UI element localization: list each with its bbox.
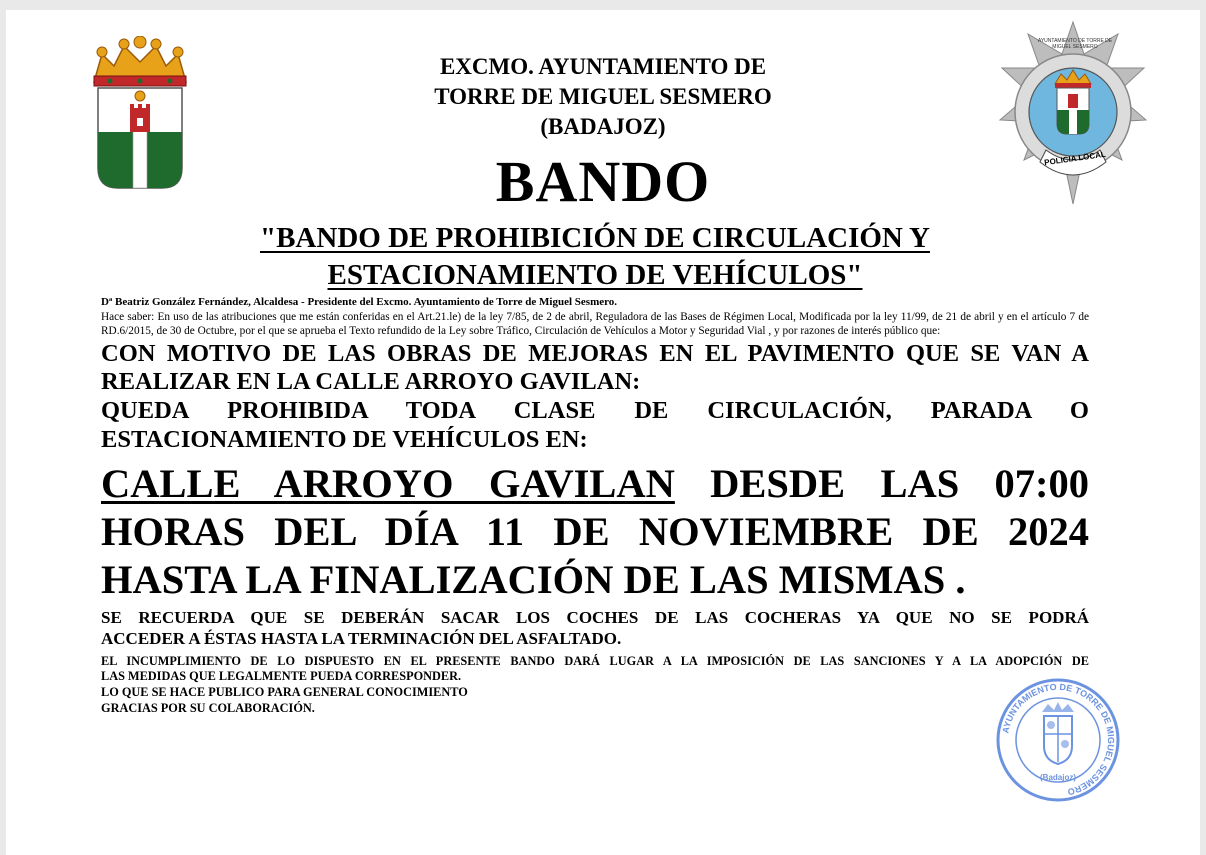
subtitle-line-2-text: ESTACIONAMIENTO DE VEHÍCULOS" — [327, 259, 863, 291]
police-badge-ring-text: AYUNTAMIENTO DE TORRE DE MIGUEL SESMERO — [1037, 38, 1113, 50]
document-title: BANDO — [495, 149, 711, 214]
subtitle-line-1 — [0, 220, 1190, 256]
official-seal-icon — [994, 676, 1122, 804]
motive-line-1: CON MOTIVO DE LAS OBRAS DE MEJORAS EN EL PAVIMENTO QUE SE VAN A — [101, 340, 1089, 367]
municipality-line-1: EXCMO. AYUNTAMIENTO DE — [439, 54, 767, 79]
seal-bottom-text: (Badajoz) — [1040, 773, 1076, 782]
street-name: CALLE ARROYO GAVILAN — [101, 461, 675, 506]
reminder-line-1: SE RECUERDA QUE SE DEBERÁN SACAR LOS COCHES DE LAS COCHERAS YA QUE NO SE PODRÁ — [101, 608, 1089, 627]
motive-line-2: REALIZAR EN LA CALLE ARROYO GAVILAN: — [101, 368, 641, 395]
legal-preamble: Hace saber: En uso de las atribuciones que me están conferidas en el Art.21.le) de la ley 7/85, de 2 de abril, Reguladora de las Bases de Régimen Local, Modificada por la ley 11/99, de 21 de abril y en el artículo 7 de RD.6/2015, de 30 de Octubre, por el que se aprueba el Texto refundido de la Ley sobre Tráfico, Circulación de Vehículos a Motor y Seguridad Vial , y por razones de interés público que: — [101, 311, 1089, 337]
mayor-statement: Dª Beatriz González Fernández, Alcaldesa - Presidente del Excmo. Ayuntamiento de Torre de Miguel Sesmero. — [101, 296, 618, 308]
location-line-2: HORAS DEL DÍA 11 DE NOVIEMBRE DE 2024 — [101, 509, 1089, 554]
reminder-line-2: ACCEDER A ÉSTAS HASTA LA TERMINACIÓN DEL ASFALTADO. — [101, 629, 622, 648]
prohibition-line-2: ESTACIONAMIENTO DE VEHÍCULOS EN: — [101, 426, 588, 453]
municipality-line-3: (BADAJOZ) — [540, 114, 666, 139]
seal-ring-text: AYUNTAMIENTO DE TORRE DE MIGUEL SESMERO — [1000, 681, 1117, 798]
location-line-3: HASTA LA FINALIZACIÓN DE LAS MISMAS . — [101, 557, 966, 602]
subtitle-line-1-text: "BANDO DE PROHIBICIÓN DE CIRCULACIÓN Y — [259, 222, 930, 254]
police-badge-band-text: POLICIA LOCAL — [1043, 149, 1107, 168]
municipality-line-2: TORRE DE MIGUEL SESMERO — [434, 84, 772, 109]
closing-line-4: GRACIAS POR SU COLABORACIÓN. — [101, 701, 315, 715]
prohibition-line-1: QUEDA PROHIBIDA TODA CLASE DE CIRCULACIÓN, PARADA O — [101, 397, 1089, 424]
location-line-1 — [101, 460, 1089, 508]
closing-line-2: LAS MEDIDAS QUE LEGALMENTE PUEDA CORRESPONDER. — [101, 669, 462, 683]
subtitle-line-2 — [0, 257, 1190, 293]
start-time: DESDE LAS 07:00 — [674, 461, 1089, 506]
closing-line-3: LO QUE SE HACE PUBLICO PARA GENERAL CONOCIMIENTO — [101, 685, 468, 699]
closing-line-1: EL INCUMPLIMIENTO DE LO DISPUESTO EN EL PRESENTE BANDO DARÁ LUGAR A LA IMPOSICIÓN DE LAS SANCIONES Y A LA ADOPCIÓN DE — [101, 654, 1089, 668]
